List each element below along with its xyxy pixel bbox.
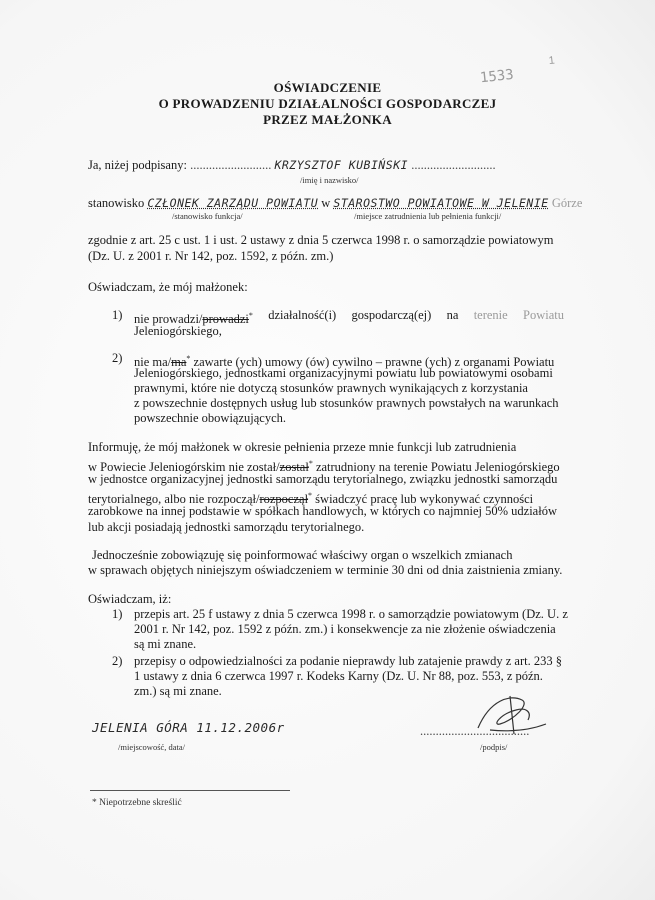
place-caption: /miejsce zatrudnienia lub pełnienia funkcji/ bbox=[354, 211, 502, 221]
aware-item2-number: 2) bbox=[112, 654, 123, 668]
aware-item2-line-3: zm.) są mi znane. bbox=[134, 684, 222, 698]
item1-number: 1) bbox=[112, 308, 123, 322]
signature-dots: ................................... bbox=[420, 724, 530, 738]
inform-line-2-rest: zatrudniony na terenie Powiatu Jeleniogórskiego bbox=[312, 460, 560, 475]
inform-zostal-struck: został bbox=[279, 460, 309, 475]
title-line-3: PRZEZ MAŁŻONKA bbox=[263, 112, 392, 127]
item1-prowadzi: prowadzi/ bbox=[152, 312, 203, 327]
inform-nie-zostal: w Powiecie Jeleniogórskim nie został/ bbox=[88, 460, 280, 475]
item2-number: 2) bbox=[112, 351, 123, 365]
item2-asterisk: * bbox=[186, 354, 191, 363]
item1-asterisk: * bbox=[248, 311, 253, 320]
signer-name: KRZYSZTOF KUBIŃSKI bbox=[274, 158, 409, 172]
obligation-line-2: w sprawach objętych niniejszym oświadczeniem w terminie 30 dni od dnia zaistnienia zmiany. bbox=[88, 563, 563, 577]
title-line-1: OŚWIADCZENIE bbox=[273, 80, 382, 95]
inform-line-4-rest: świadczyć pracę lub wykonywać czynności bbox=[312, 492, 534, 507]
aware-item2-line-2: 1 ustawy z dnia 6 czerwca 1997 r. Kodeks Karny (Dz. U. Nr 88, poz. 553, z późn. bbox=[134, 669, 543, 683]
item1-line-2: Jeleniogórskiego, bbox=[134, 324, 222, 338]
footnote-rule bbox=[90, 790, 290, 791]
aware-intro: Oświadczam, iż: bbox=[88, 592, 172, 606]
title-line-2: O PROWADZENIU DZIAŁALNOŚCI GOSPODARCZEJ bbox=[158, 96, 497, 111]
signature-caption: /podpis/ bbox=[480, 742, 508, 752]
position-place: STAROSTWO POWIATOWE W JELENIE bbox=[333, 196, 549, 210]
inform-asterisk-1: * bbox=[308, 459, 313, 468]
item2-line-4: z powszechnie dostępnych usług lub stosunków prawnych powstałych na warunkach bbox=[134, 396, 559, 410]
position-place-tail: Górze bbox=[551, 196, 583, 210]
stamp-mark: 1 bbox=[548, 54, 556, 68]
inform-rozpoczal-struck: rozpoczął bbox=[259, 492, 309, 507]
declare-intro: Oświadczam, że mój małżonek: bbox=[88, 280, 248, 294]
position-w: w bbox=[321, 196, 331, 210]
obligation-line-1: Jednocześnie zobowiązuję się poinformować właściwy organ o wszelkich zmianach bbox=[92, 548, 513, 562]
aware-item2-line-1: przepisy o odpowiedzialności za podanie nieprawdy lub zatajenie prawdy z art. 233 § bbox=[134, 654, 562, 668]
footnote: * Niepotrzebne skreślić bbox=[92, 798, 182, 808]
signer-label: Ja, niżej podpisany: bbox=[88, 158, 187, 172]
aware-item1-line-3: są mi znane. bbox=[134, 637, 197, 651]
item2-text: zawarte (ych) umowy (ów) cywilno – prawne (ych) z organami Powiatu bbox=[190, 355, 555, 370]
item2-ma-struck: ma bbox=[171, 355, 187, 370]
item2-line-5: powszechnie obowiązujących. bbox=[134, 411, 287, 425]
item2-line-3: prawnymi, które nie dotyczą stosunków prawnych wynikających z korzystania bbox=[134, 381, 528, 395]
aware-item1-line-1: przepis art. 25 f ustawy z dnia 5 czerwca 1998 r. o samorządzie powiatowym (Dz. U. z bbox=[134, 607, 568, 621]
document-title bbox=[0, 80, 655, 128]
item1-prowadzi-struck: prowadzi bbox=[202, 312, 249, 327]
item1-na: na bbox=[446, 308, 459, 322]
legal-line-2: (Dz. U. z 2001 r. Nr 142, poz. 1592, z późn. zm.) bbox=[88, 249, 334, 263]
position-label: stanowisko bbox=[88, 196, 145, 210]
item1-powiatu: Powiatu bbox=[523, 308, 564, 322]
signer-dots: .......................... bbox=[190, 158, 272, 172]
place-date-value: JELENIA GÓRA 11.12.2006r bbox=[92, 720, 285, 735]
inform-line-6: lub akcji posiadają jednostki samorządu terytorialnego. bbox=[88, 520, 365, 534]
legal-line-1: zgodnie z art. 25 c ust. 1 i ust. 2 ustawy z dnia 5 czerwca 1998 r. o samorządzie powiatowym bbox=[88, 233, 554, 247]
inform-line-1: Informuję, że mój małżonek w okresie pełnienia przeze mnie funkcji lub zatrudnienia bbox=[88, 440, 517, 454]
inform-line-5: zarobkowe na innej podstawie w spółkach handlowych, w których co najmniej 50% udziałów bbox=[88, 504, 557, 518]
signer-name-caption: /imię i nazwisko/ bbox=[300, 175, 359, 185]
item1-gospodarcza: gospodarczą(ej) bbox=[351, 308, 432, 322]
item1-nie: nie bbox=[134, 312, 150, 327]
stamp-number: 1533 bbox=[479, 66, 515, 87]
item2-line-2: Jeleniogórskiego, jednostkami organizacyjnymi powiatu lub powiatowymi osobami bbox=[134, 366, 553, 380]
inform-line-3: w jednostce organizacyjnej jednostki samorządu terytorialnego, związku jednostki samorządu bbox=[88, 472, 558, 486]
aware-item1-line-2: 2001 r. Nr 142, poz. 1592 z późn. zm.) i konsekwencje za nie złożenie oświadczenia bbox=[134, 622, 556, 636]
place-date-caption: /miejscowość, data/ bbox=[118, 742, 186, 752]
signer-dots-after: ........................... bbox=[411, 158, 496, 172]
item2-nie-ma: nie ma/ bbox=[134, 355, 172, 370]
position-caption: /stanowisko funkcja/ bbox=[172, 211, 243, 221]
item1-dzialalnosc: działalność(i) bbox=[268, 308, 337, 322]
inform-nie-rozpoczal: terytorialnego, albo nie rozpoczął/ bbox=[88, 492, 260, 507]
position-value: CZŁONEK ZARZĄDU POWIATU bbox=[147, 196, 319, 210]
item1-terenie: terenie bbox=[473, 308, 508, 322]
inform-asterisk-2: * bbox=[308, 491, 313, 500]
signer-line bbox=[88, 158, 496, 173]
position-line bbox=[88, 196, 582, 211]
aware-item1-number: 1) bbox=[112, 607, 123, 621]
